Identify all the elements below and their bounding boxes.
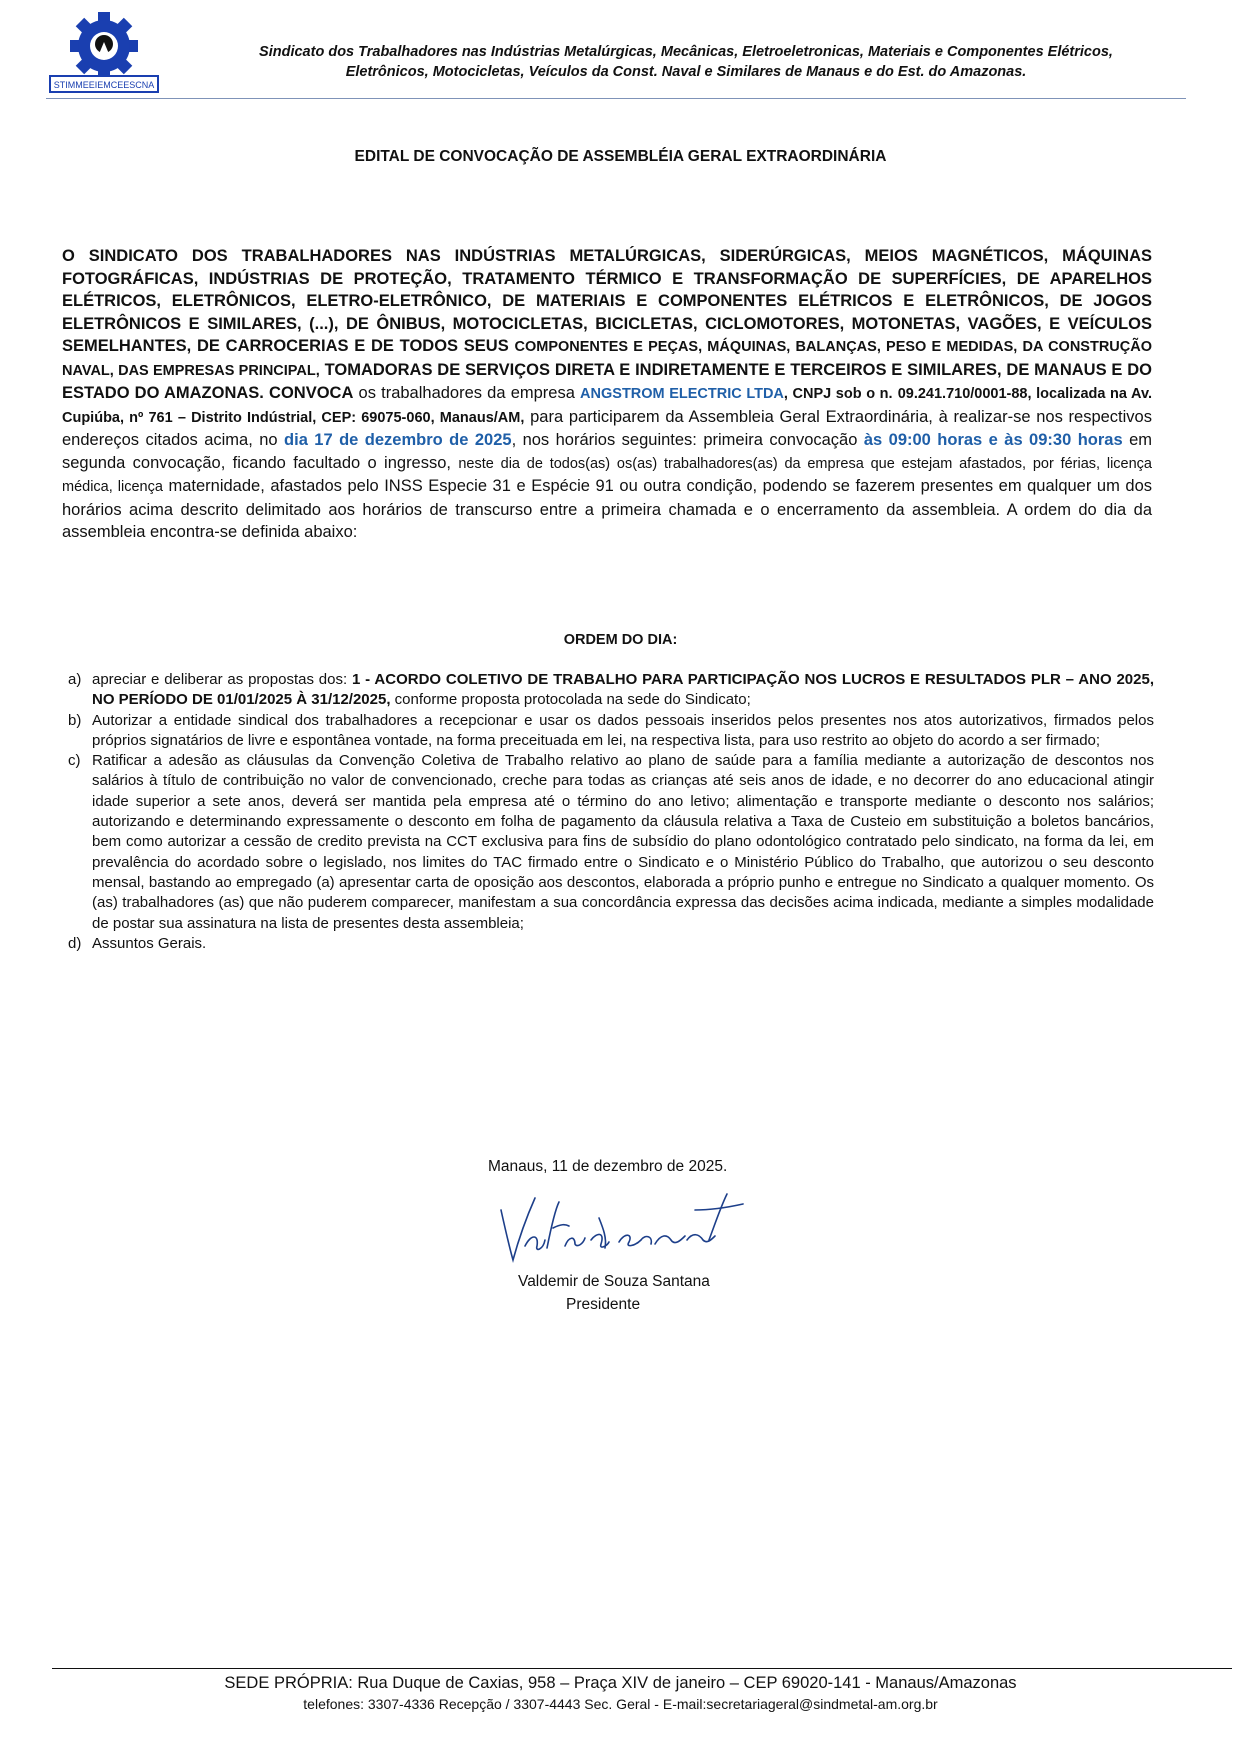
footer-address: SEDE PRÓPRIA: Rua Duque de Caxias, 958 – Praça XIV de janeiro – CEP 69020-141 - Manaus/Amazonas [224,1674,1017,1692]
body-second-call-text: em segunda convocação, ficando facultado o ingresso, [62,431,1152,472]
union-name-line-1: Sindicato dos Trabalhadores nas Indústrias Metalúrgicas, Mecânicas, Eletroeletronicas, Materiais e Componentes Elétricos, [259,44,1113,60]
body-union-name-small: COMPONENTES E PEÇAS, MÁQUINAS, BALANÇAS, PESO E MEDIDAS, DA CONSTRUÇÃO NAVAL, DAS EMPRESAS PRINCIPAL, [62,339,1152,379]
signatory-name: Valdemir de Souza Santana [518,1273,710,1290]
agenda-item-letter: b) [68,711,82,729]
agenda-item-b [68,711,1154,752]
agenda-item-d-text: Assuntos Gerais. [92,934,207,952]
company-address: 09.241.710/0001-88, localizada na Av. Cupiúba, nº 761 – Distrito Indústrial, CEP: 69075-060, Manaus/AM, [62,386,1152,426]
union-gear-logo [46,10,166,96]
footer-divider [52,1668,1232,1669]
agenda-item-b-text: Autorizar a entidade sindical dos trabalhadores a recepcionar e usar os dados pessoais inseridos pelos presentes nos atos autorizativos, firmados pelos próprios signatários de livre e espontânea vontade, na forma preceituada em lei, na respectiva lista, para uso restrito ao objeto do acordo a ser firmado; [92,711,1154,749]
agenda-item-letter: a) [68,671,82,688]
agenda-title: ORDEM DO DIA: [563,632,678,648]
agenda-item-a [68,670,1154,711]
agenda-item-a-text-end: conforme proposta protocolada na sede do Sindicato; [394,691,751,709]
assembly-times: às 09:00 horas e às 09:30 horas [863,431,1123,449]
document-title: EDITAL DE CONVOCAÇÃO DE ASSEMBLÉIA GERAL EXTRAORDINÁRIA [354,148,887,165]
body-union-name: O SINDICATO DOS TRABALHADORES NAS INDÚSTRIAS METALÚRGICAS, SIDERÚRGICAS, MEIOS MAGNÉTICOS, MÁQUINAS FOTOGRÁFICAS, INDÚSTRIAS DE PROTEÇÃO, TRATAMENTO TÉRMICO E TRANSFORMAÇÃO DE SUPERFÍCIES, DE APARELHOS ELÉTRICOS, ELETRÔNICOS, ELETRO-ELETRÔNICO, DE MATERIAIS E COMPONENTES ELÉTRICOS E ELETRÔNICOS, DE JOGOS ELETRÔNICOS E SIMILARES, (...), DE ÔNIBUS, MOTOCICLETAS, BICICLETAS, CICLOMOTORES, MOTONETAS, VAGÕES, E VEÍCULOS SEMELHANTES, DE CARROCERIAS E DE TODOS SEUS [62,247,1152,355]
cnpj-label: , CNPJ sob o n. [783,386,893,402]
body-assembly-text: para participarem da Assembleia Geral Extraordinária, à realizar-se nos respectivos endereços citados acima, no [62,407,1152,449]
body-closing-text: maternidade, afastados pelo INSS Especie 31 e Espécie 91 ou outra condição, podendo se fazerem presentes em qualquer um dos horários acima descrito delimitado aos horários de transcurso entre a primeira chamada e o encerramento da assembleia. A ordem do dia da assembleia encontra-se definida abaixo: [62,477,1152,541]
body-absent-workers-text: neste dia de todos(as) os(as) trabalhadores(as) da empresa que estejam afastados, por férias, licença médica, licença [62,455,1152,495]
footer-contact: telefones: 3307-4336 Recepção / 3307-4443 Sec. Geral - E-mail:secretariageral@sindmetal-am.org.br [303,1696,938,1712]
body-convoca-text: os trabalhadores da empresa [358,384,575,402]
signatory-role: Presidente [566,1296,641,1313]
agenda-item-letter: d) [68,934,82,952]
agenda-list [68,670,1154,954]
letterhead [46,10,1186,99]
agenda-item-d [68,934,1154,954]
agenda-item-c [68,751,1154,934]
handwritten-signature [495,1188,755,1268]
assembly-date: dia 17 de dezembro de 2025 [284,431,512,449]
union-name [186,42,1186,82]
agenda-item-a-text: apreciar e deliberar as propostas dos: [92,671,348,688]
union-name-line-2: Eletrônicos, Motocicletas, Veículos da Const. Naval e Similares de Manaus e do Est. do Amazonas. [345,64,1027,80]
agenda-item-a-bold: 1 - ACORDO COLETIVO DE TRABALHO PARA PARTICIPAÇÃO NOS LUCROS E RESULTADOS PLR – ANO 2025, NO PERÍODO DE 01/01/2025 À 31/12/2025, [92,671,1154,709]
body-schedule-text: , nos horários seguintes: primeira convocação [511,431,858,449]
body-union-name-end: TOMADORAS DE SERVIÇOS DIRETA E INDIRETAMENTE E TERCEIROS E SIMILARES, DE MANAUS E DO ESTADO DO AMAZONAS. CONVOCA [62,360,1152,402]
agenda-item-letter: c) [68,752,81,770]
convocation-body [62,245,1152,544]
agenda-item-c-text: Ratificar a adesão as cláusulas da Convenção Coletiva de Trabalho relativo ao plano de saúde para a família mediante a autorização de descontos nos salários à título de contribuição no valor de convencionado, creche para todas as crianças até seis anos de idade, e no decorrer do ano educacional atingir idade superior a sete anos, deverá ser mantida pela empresa até o término do ano letivo; alimentação e transporte mediante o desconto nos salários; autorizando e determinando expressamente o desconto em folha de pagamento da cláusula relativa a Taxa de Custeio em substituição a boletos bancários, bem como autorizar a cessão de credito prevista na CCT exclusiva para fins de subsídio do plano odontológico contratado pelo sindicato, na forma da lei, em prevalência do acordado sobre o legislado, nos limites do TAC firmado entre o Sindicato e o Ministério Público do Trabalho, que autorizou o seu desconto mensal, bastando ao empregado (a) apresentar carta de oposição aos descontos, elaborada a próprio punho e entregue no Sindicato a qualquer momento. Os (as) trabalhadores (as) que não puderem comparecer, manifestam a sua concordância expressa das decisões acima indicada, mediante a simples modalidade de postar sua assinatura na lista de presentes desta assembleia; [92,752,1154,932]
logo-text: STIMMEEIEMCEESCNA [53,80,155,90]
company-name: ANGSTROM ELECTRIC LTDA [580,386,784,402]
place-and-date: Manaus, 11 de dezembro de 2025. [488,1158,728,1175]
